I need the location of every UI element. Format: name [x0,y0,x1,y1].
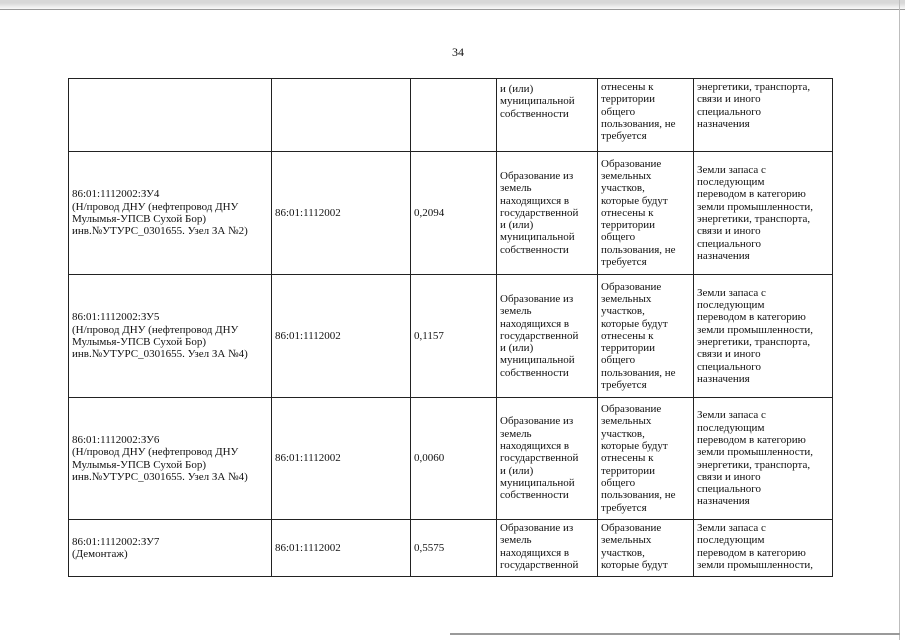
cell-area: 0,0060 [411,398,497,520]
cell-plot-id: 86:01:1112002:ЗУ6 (Н/провод ДНУ (нефтепровод ДНУ Мулымья-УПСВ Сухой Бор) инв.№УТУРС_0301655. Узел ЗА №4) [69,398,272,520]
cell-area: 0,1157 [411,275,497,398]
cell-area [411,79,497,152]
scan-right-edge [899,0,900,640]
cell-plot-id: 86:01:1112002:ЗУ5 (Н/провод ДНУ (нефтепровод ДНУ Мулымья-УПСВ Сухой Бор) инв.№УТУРС_0301655. Узел ЗА №4) [69,275,272,398]
cell-area: 0,2094 [411,152,497,275]
cell-plot-id [69,79,272,152]
cell-cadastral-quarter [272,79,411,152]
cell-land-category: Земли запаса с последующим переводом в категорию земли промышленности, [694,520,833,577]
cell-public-use: отнесены к территории общего пользования, не требуется [598,79,694,152]
cell-cadastral-quarter: 86:01:1112002 [272,520,411,577]
cell-public-use: Образование земельных участков, которые будут отнесены к территории общего пользования, не требуется [598,152,694,275]
cell-land-category: Земли запаса с последующим переводом в категорию земли промышленности, энергетики, транспорта, связи и иного специального назначения [694,152,833,275]
cell-land-category: Земли запаса с последующим переводом в категорию земли промышленности, энергетики, транспорта, связи и иного специального назначения [694,275,833,398]
cell-public-use: Образование земельных участков, которые будут [598,520,694,577]
cell-formation-method: и (или) муниципальной собственности [497,79,598,152]
table-row [69,275,833,398]
table-row [69,79,833,152]
table-row [69,398,833,520]
cell-public-use: Образование земельных участков, которые будут отнесены к территории общего пользования, не требуется [598,398,694,520]
cell-land-category: Земли запаса с последующим переводом в категорию земли промышленности, энергетики, транспорта, связи и иного специального назначения [694,398,833,520]
scan-top-edge [0,0,905,14]
cell-plot-id: 86:01:1112002:ЗУ7 (Демонтаж) [69,520,272,577]
cell-land-category: энергетики, транспорта, связи и иного специального назначения [694,79,833,152]
page-number: 34 [452,45,464,59]
cell-formation-method: Образование из земель находящихся в государственной и (или) муниципальной собственности [497,275,598,398]
cell-plot-id: 86:01:1112002:ЗУ4 (Н/провод ДНУ (нефтепровод ДНУ Мулымья-УПСВ Сухой Бор) инв.№УТУРС_0301655. Узел ЗА №2) [69,152,272,275]
cell-area: 0,5575 [411,520,497,577]
cell-cadastral-quarter: 86:01:1112002 [272,398,411,520]
table-row [69,520,833,577]
cell-cadastral-quarter: 86:01:1112002 [272,275,411,398]
cell-cadastral-quarter: 86:01:1112002 [272,152,411,275]
table-row [69,152,833,275]
cell-formation-method: Образование из земель находящихся в государственной и (или) муниципальной собственности [497,398,598,520]
scan-top-line [0,9,905,10]
cell-public-use: Образование земельных участков, которые будут отнесены к территории общего пользования, не требуется [598,275,694,398]
cell-formation-method: Образование из земель находящихся в государственной и (или) муниципальной собственности [497,152,598,275]
land-plots-table [68,78,833,577]
scan-bottom-line [450,633,900,635]
cell-formation-method: Образование из земель находящихся в государственной [497,520,598,577]
